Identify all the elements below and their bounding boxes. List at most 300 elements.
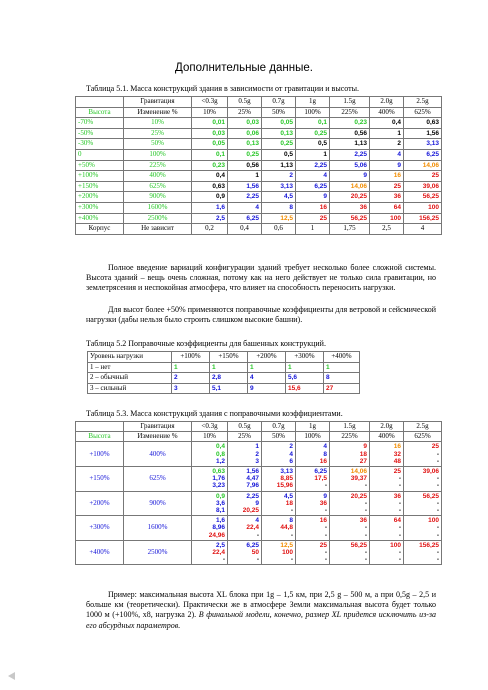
change-cell: 1600% [124,516,192,541]
change-cell: 400% [124,171,192,182]
value-stack-cell [404,516,442,541]
coefficient-cell: 3 [172,383,210,394]
header-cell: Высота [76,107,124,118]
value-cell: 36 [330,202,370,213]
value-line: - [398,556,401,564]
value-line: - [364,531,367,539]
value-stack-cell [370,491,404,516]
header-cell: +150% [210,352,248,363]
table-row [76,128,442,139]
height-cell: +400% [76,540,124,565]
value-line: 20,25 [350,492,367,500]
value-line: - [324,531,327,539]
value-line: - [436,507,439,515]
change-cell: 100% [124,149,192,160]
value-line: 44,8 [280,524,293,532]
value-cell: 25 [404,171,442,182]
header-cell: Гравитация [124,422,192,432]
value-line: - [398,475,401,483]
value-line: 4,5 [283,492,293,500]
paragraph-example [86,590,436,631]
coefficient-cell: 5,1 [210,383,248,394]
paragraph-correction: Для высот более +50% применяются поправочные коэффициенты для ветровой и сейсмической нагрузки (дабы нельзя было строить слишком высокие башни). [86,305,436,325]
coefficient-cell: 1 [286,362,324,373]
value-line: 2 [255,450,259,458]
value-cell: 0,25 [296,128,330,139]
back-arrow-icon[interactable] [8,672,15,680]
value-cell: 0,56 [228,160,262,171]
table-row [76,149,442,160]
value-line: 0,9 [215,492,225,500]
value-cell: 6,25 [296,181,330,192]
value-line: 25 [393,468,401,476]
value-line: 25 [431,443,439,451]
value-stack-cell [296,491,330,516]
change-cell: 25% [124,128,192,139]
value-line: 50 [251,549,259,557]
value-cell: 4 [370,149,404,160]
table-row [76,192,442,203]
value-stack-cell [330,540,370,565]
table-row [76,160,442,171]
value-cell: 4 [228,202,262,213]
value-cell: 3,13 [262,181,296,192]
value-cell: 56,25 [330,213,370,224]
value-cell: 16 [296,202,330,213]
table-5-1-caption: Таблица 5.1. Масса конструкций здания в зависимости от гравитации и высоты. [86,84,360,93]
value-line: 4 [323,443,327,451]
value-cell: 1 [296,149,330,160]
header-cell [76,97,124,108]
value-stack-cell [262,491,296,516]
value-stack-cell [192,442,228,467]
value-line: 18 [359,450,367,458]
value-line: - [290,556,293,564]
header-cell: 10% [192,107,228,118]
table-row [88,383,360,394]
header-cell: Уровень нагрузки [88,352,172,363]
table-row [76,171,442,182]
value-line: 6 [289,457,293,465]
value-cell: 0,4 [192,171,228,182]
footer-cell: 4 [404,224,442,235]
header-cell: 2.0g [370,422,404,432]
value-line: 100 [282,549,293,557]
header-cell: 2.0g [370,97,404,108]
value-line: 25 [319,541,327,549]
value-line: - [256,556,259,564]
value-stack-cell [404,491,442,516]
value-stack-cell [404,442,442,467]
value-cell: 0,63 [192,181,228,192]
value-cell: 4,5 [262,192,296,203]
height-cell: +300% [76,516,124,541]
height-cell: -50% [76,128,124,139]
header-cell [76,422,124,432]
header-cell: +100% [172,352,210,363]
table-row [88,373,360,384]
value-cell: 1,56 [228,181,262,192]
value-cell: 8 [262,202,296,213]
value-cell: 2,25 [330,149,370,160]
value-cell: 6,25 [228,213,262,224]
table-header-row [88,352,360,363]
value-line: - [436,499,439,507]
value-stack-cell [228,540,262,565]
header-cell: +300% [286,352,324,363]
value-line: - [324,482,327,490]
change-cell: 900% [124,491,192,516]
value-cell: 0,5 [262,149,296,160]
header-cell: 100% [296,107,330,118]
value-line: 27 [359,457,367,465]
value-line: - [364,524,367,532]
coefficient-cell: 5,6 [286,373,324,384]
value-line: 0,4 [215,443,225,451]
header-cell: +200% [248,352,286,363]
value-line: 15,96 [276,482,293,490]
value-line: 64 [393,517,401,525]
coefficient-cell: 2,8 [210,373,248,384]
value-line: 1,76 [212,475,225,483]
value-stack-cell [228,516,262,541]
table-row [76,213,442,224]
header-cell: 25% [228,107,262,118]
value-cell: 25 [370,181,404,192]
value-line: 24,96 [208,531,225,539]
footer-cell: 0,6 [262,224,296,235]
value-line: - [290,531,293,539]
value-cell: 14,06 [330,181,370,192]
table-row [76,202,442,213]
load-level-cell: 2 – обычный [88,373,172,384]
height-cell: +100% [76,442,124,467]
value-line: 1,2 [215,457,225,465]
table-row [76,181,442,192]
value-stack-cell [370,467,404,492]
value-line: 4 [255,517,259,525]
value-line: 2,25 [246,492,259,500]
value-stack-cell [296,467,330,492]
value-line: - [436,482,439,490]
height-cell: +150% [76,181,124,192]
change-cell: 225% [124,160,192,171]
header-cell: 0.7g [262,422,296,432]
value-cell: 5,06 [330,160,370,171]
value-line: - [398,499,401,507]
footer-cell: Корпус [76,224,124,235]
value-line: 6,25 [314,468,327,476]
coefficient-cell: 1 [324,362,360,373]
value-line: 9 [323,492,327,500]
value-stack-cell [404,467,442,492]
value-cell: 0,23 [192,160,228,171]
value-cell: 100 [404,202,442,213]
value-cell: 2,25 [296,160,330,171]
example-text: Пример: максимальная высота XL блока при 1g – 1,5 км, при 2,5 g – 500 м, а при 0,5g – 2,5 и больше км (теоретически). Практически же в атмосфере Земли максимальная высота будет только 1000 м (+100%, x8, нагрузка 2). [86,590,436,620]
value-line: 17,5 [314,475,327,483]
value-line: 9 [255,499,259,507]
value-cell: 39,06 [404,181,442,192]
header-cell: 10% [192,432,228,442]
height-cell: +200% [76,192,124,203]
value-line: 1 [255,443,259,451]
value-cell: 0,13 [262,128,296,139]
header-cell: 400% [370,432,404,442]
value-line: 39,06 [422,468,439,476]
change-cell: 900% [124,192,192,203]
value-cell: 0,05 [192,139,228,150]
value-line: 6,25 [246,541,259,549]
table-5-2 [87,351,360,394]
value-stack-cell [228,491,262,516]
header-cell: 225% [330,107,370,118]
value-cell: 9 [296,192,330,203]
value-cell: 36 [370,192,404,203]
value-line: 22,4 [212,549,225,557]
value-line: 16 [393,443,401,451]
value-line: - [364,507,367,515]
value-line: - [436,457,439,465]
coefficient-cell: 1 [172,362,210,373]
value-stack-cell [192,491,228,516]
footer-cell: 0,4 [228,224,262,235]
value-cell: 0,03 [228,118,262,129]
value-line: 18 [285,499,293,507]
value-line: 39,37 [350,475,367,483]
value-line: 8,1 [215,507,225,515]
table-header-row [76,432,442,442]
value-line: 1,6 [215,517,225,525]
table-5-3-caption: Таблица 5.3. Масса конструкций здания с поправочными коэффициентами. [86,409,343,418]
value-line: - [222,556,225,564]
value-line: 4,47 [246,475,259,483]
value-cell: 0,4 [370,118,404,129]
value-line: - [398,524,401,532]
value-cell: 1,6 [192,202,228,213]
value-line: - [398,531,401,539]
load-level-cell: 1 – нет [88,362,172,373]
value-cell: 1,13 [262,160,296,171]
value-line: - [364,499,367,507]
paragraph-intro: Полное введение вариаций конфигурации зданий требует несколько более сложной системы. Высота зданий – вещь очень сложная, потому как на него действует не только сила гравитации, но землетрясения и неспокойная атмосфера, что влияет на способность переносить нагрузки. [86,263,436,293]
table-row [76,540,442,565]
change-cell: 1600% [124,202,192,213]
value-line: 48 [393,457,401,465]
header-cell: 625% [404,107,442,118]
header-cell: 2.5g [404,422,442,432]
value-line: 156,25 [419,541,439,549]
header-cell: +400% [324,352,360,363]
change-cell: 2500% [124,540,192,565]
height-cell: -70% [76,118,124,129]
table-header-row [76,422,442,432]
header-cell: 100% [296,432,330,442]
example-italic-note: В финальной модели, конечно, размер XL придется исключить из-за его абсурдных параметров. [86,610,437,630]
value-cell: 1 [370,128,404,139]
value-stack-cell [192,467,228,492]
value-cell: 16 [370,171,404,182]
value-line: - [436,524,439,532]
value-line: 0,8 [215,450,225,458]
value-line: - [398,482,401,490]
value-line: 7,96 [246,482,259,490]
value-line: 8 [289,517,293,525]
value-stack-cell [370,516,404,541]
coefficient-cell: 15,6 [286,383,324,394]
value-cell: 0,5 [296,139,330,150]
height-cell: +50% [76,160,124,171]
value-cell: 0,1 [296,118,330,129]
value-stack-cell [262,442,296,467]
value-line: 1,56 [246,468,259,476]
header-cell: 400% [370,107,404,118]
value-stack-cell [262,467,296,492]
coefficient-cell: 2 [172,373,210,384]
coefficient-cell: 8 [324,373,360,384]
change-cell: 10% [124,118,192,129]
value-line: 2,5 [215,541,225,549]
table-row [76,118,442,129]
value-cell: 0,1 [192,149,228,160]
coefficient-cell: 1 [248,362,286,373]
value-stack-cell [330,442,370,467]
value-line: 14,06 [350,468,367,476]
value-stack-cell [370,442,404,467]
value-cell: 4 [296,171,330,182]
value-line: - [398,507,401,515]
header-cell: 625% [404,432,442,442]
value-line: - [364,482,367,490]
value-stack-cell [262,516,296,541]
value-line: 4 [289,450,293,458]
footer-cell: 0,2 [192,224,228,235]
value-line: 3 [255,457,259,465]
table-row [76,516,442,541]
value-line: - [324,549,327,557]
footer-cell: Не зависит [124,224,192,235]
header-cell: 50% [262,432,296,442]
header-cell: 0.5g [228,422,262,432]
footer-cell: 1,75 [330,224,370,235]
table-row [76,139,442,150]
table-row [76,491,442,516]
value-cell: 6,25 [404,149,442,160]
value-line: - [436,450,439,458]
value-cell: 12,5 [262,213,296,224]
value-line: 100 [390,541,401,549]
value-line: 16 [319,457,327,465]
footer-cell: 2,5 [370,224,404,235]
value-line: - [290,507,293,515]
value-line: - [324,556,327,564]
header-cell: Гравитация [124,97,192,108]
value-cell: 0,03 [192,128,228,139]
header-cell: 1.5g [330,97,370,108]
value-stack-cell [296,540,330,565]
value-line: - [364,549,367,557]
value-line: - [436,531,439,539]
value-cell: 56,25 [404,192,442,203]
value-cell: 1 [228,171,262,182]
value-line: 16 [319,517,327,525]
value-stack-cell [228,442,262,467]
value-cell: 3,13 [404,139,442,150]
value-line: 3,13 [280,468,293,476]
table-5-1 [75,96,442,235]
coefficient-cell: 9 [248,383,286,394]
value-cell: 1,13 [330,139,370,150]
value-cell: 0,25 [228,149,262,160]
value-line: 32 [393,450,401,458]
height-cell: +200% [76,491,124,516]
table-5-2-caption: Таблица 5.2 Поправочные коэффициенты для башенных конструкций. [86,339,326,348]
value-cell: 2 [262,171,296,182]
height-cell: +150% [76,467,124,492]
value-cell: 64 [370,202,404,213]
value-line: 12,5 [280,541,293,549]
header-cell: Высота [76,432,124,442]
coefficient-cell: 4 [248,373,286,384]
value-cell: 9 [370,160,404,171]
value-line: 20,25 [242,507,259,515]
value-line: 36 [393,492,401,500]
value-stack-cell [330,516,370,541]
header-cell: 50% [262,107,296,118]
value-line: 56,25 [422,492,439,500]
height-cell: -30% [76,139,124,150]
value-cell: 0,05 [262,118,296,129]
value-cell: 0,13 [228,139,262,150]
header-cell: 225% [330,432,370,442]
table-row [76,442,442,467]
footer-cell: 1 [296,224,330,235]
height-cell: +400% [76,213,124,224]
value-stack-cell [262,540,296,565]
value-line: 8,96 [212,524,225,532]
value-line: - [256,531,259,539]
coefficient-cell: 1 [210,362,248,373]
page-title: Дополнительные данные. [175,62,313,74]
value-stack-cell [192,516,228,541]
value-line: 8,85 [280,475,293,483]
header-cell: Изменение % [124,107,192,118]
value-line: 0,63 [212,468,225,476]
table-row [88,362,360,373]
value-line: 36 [359,517,367,525]
value-line: 8 [323,450,327,458]
value-cell: 0,63 [404,118,442,129]
value-line: 22,4 [246,524,259,532]
value-line: - [436,549,439,557]
value-line: 9 [363,443,367,451]
value-line: 2 [289,443,293,451]
value-cell: 100 [370,213,404,224]
table-row [76,467,442,492]
header-cell: 1.5g [330,422,370,432]
value-stack-cell [228,467,262,492]
height-cell: +300% [76,202,124,213]
table-header-row [76,107,442,118]
change-cell: 625% [124,467,192,492]
value-stack-cell [330,491,370,516]
value-line: 36 [319,499,327,507]
load-level-cell: 3 – сильный [88,383,172,394]
header-cell: 1g [296,422,330,432]
value-stack-cell [330,467,370,492]
header-cell: <0.3g [192,97,228,108]
header-cell: 1g [296,97,330,108]
